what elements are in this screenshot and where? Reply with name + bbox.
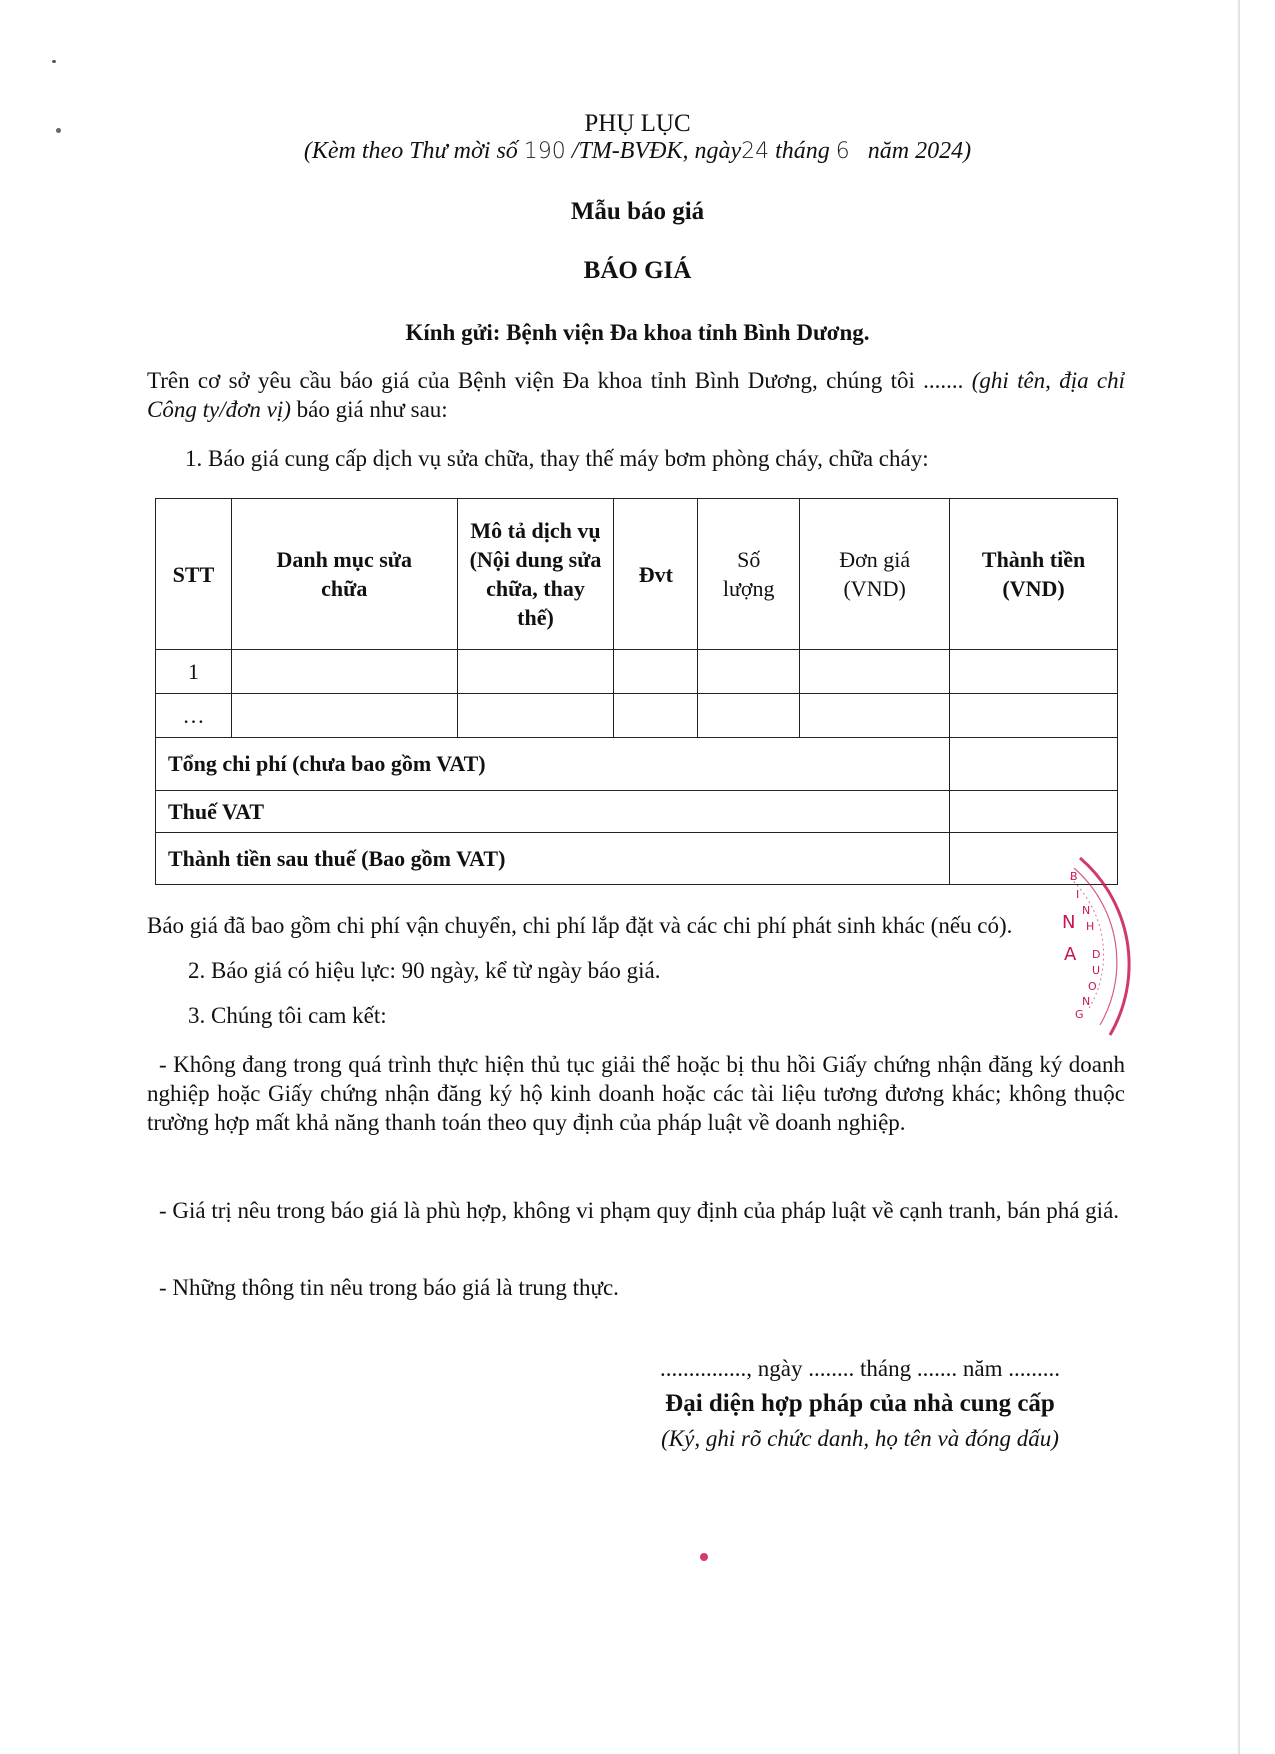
addressee: Kính gửi: Bệnh viện Đa khoa tỉnh Bình Dương. xyxy=(405,320,870,345)
column-header-stt: STT xyxy=(156,499,232,650)
svg-text:N: N xyxy=(1082,904,1091,917)
section-1-label: 1. Báo giá cung cấp dịch vụ sửa chữa, thay thế máy bơm phòng cháy, chữa cháy: xyxy=(185,446,929,471)
column-header-unit-price: Đơn giá (VND) xyxy=(800,499,950,650)
commitment-heading: 3. Chúng tôi cam kết: xyxy=(188,1003,387,1028)
summary-label-total: Thành tiền sau thuế (Bao gồm VAT) xyxy=(156,833,950,885)
svg-text:D: D xyxy=(1092,948,1101,961)
form-title: Mẫu báo giá xyxy=(570,198,705,225)
svg-text:U: U xyxy=(1092,964,1101,977)
svg-text:O: O xyxy=(1088,980,1097,993)
stamp-inner-letter: N xyxy=(1062,912,1076,933)
svg-text:N: N xyxy=(1082,995,1091,1008)
row-cell-quantity[interactable] xyxy=(698,650,800,694)
stamp-ring-text: B xyxy=(1070,870,1078,883)
commitment-item: - Những thông tin nêu trong báo giá là trung thực. xyxy=(159,1275,619,1300)
intro-italic: (ghi tên, địa chỉ Công ty/đơn vị) xyxy=(147,368,1125,422)
intro-tail: báo giá như sau: xyxy=(290,397,448,422)
row-stt: 1 xyxy=(156,650,232,694)
column-header-unit: Đvt xyxy=(614,499,698,650)
column-header-quantity: Số lượng xyxy=(698,499,800,650)
summary-row-vat xyxy=(156,791,1118,833)
annex-sub-month-label: tháng xyxy=(769,138,836,164)
validity-note: 2. Báo giá có hiệu lực: 90 ngày, kể từ ngày báo giá. xyxy=(188,958,661,983)
summary-row-subtotal xyxy=(156,738,1118,791)
intro-text: Trên cơ sở yêu cầu báo giá của Bệnh viện Đa khoa tỉnh Bình Dương, chúng tôi ....... xyxy=(147,368,972,393)
scan-speck xyxy=(52,60,56,63)
signature-title: Đại diện hợp pháp của nhà cung cấp xyxy=(665,1390,1055,1417)
company-stamp-icon xyxy=(1062,850,1180,1040)
row-cell-quantity[interactable] xyxy=(698,694,800,738)
table-row xyxy=(156,650,1118,694)
svg-text:G: G xyxy=(1075,1008,1084,1021)
summary-value-vat[interactable] xyxy=(950,791,1118,833)
row-cell-category[interactable] xyxy=(231,650,457,694)
annex-sub-suffix: năm 2024) xyxy=(849,138,972,164)
row-cell-description[interactable] xyxy=(457,694,614,738)
handwritten-month: 6 xyxy=(835,139,850,164)
intro-paragraph xyxy=(147,366,1125,424)
annex-sub-mid: /TM-BVĐK, ngày xyxy=(565,138,742,164)
svg-text:H: H xyxy=(1086,920,1095,933)
row-cell-unit[interactable] xyxy=(614,650,698,694)
table-row xyxy=(156,694,1118,738)
row-cell-category[interactable] xyxy=(231,694,457,738)
svg-text:I: I xyxy=(1076,888,1080,901)
commitment-item: - Giá trị nêu trong báo giá là phù hợp, không vi phạm quy định của pháp luật về cạnh tranh, bán phá giá. xyxy=(159,1198,1120,1223)
annex-subtitle xyxy=(0,138,1275,165)
row-cell-description[interactable] xyxy=(457,650,614,694)
stamp-inner-letter: A xyxy=(1064,944,1077,965)
table-header-row xyxy=(156,499,1118,650)
signature-date-line: ..............., ngày ........ tháng ....... năm ......... xyxy=(660,1356,1060,1381)
row-stt: … xyxy=(156,694,232,738)
column-header-description: Mô tả dịch vụ (Nội dung sửa chữa, thay thế) xyxy=(457,499,614,650)
quote-table xyxy=(155,498,1118,885)
annex-title: PHỤ LỤC xyxy=(584,110,691,137)
column-header-amount: Thành tiền (VND) xyxy=(950,499,1118,650)
annex-sub-prefix: (Kèm theo Thư mời số xyxy=(303,138,524,164)
included-costs-note: Báo giá đã bao gồm chi phí vận chuyển, chi phí lắp đặt và các chi phí phát sinh khác (nếu có). xyxy=(147,913,1013,938)
summary-label-vat: Thuế VAT xyxy=(156,791,950,833)
document-title: BÁO GIÁ xyxy=(583,257,692,284)
summary-label-subtotal: Tổng chi phí (chưa bao gồm VAT) xyxy=(156,738,950,791)
scan-speck xyxy=(700,1553,708,1561)
row-cell-unit-price[interactable] xyxy=(800,650,950,694)
handwritten-letter-number: 190 xyxy=(523,139,566,164)
commitment-item: - Không đang trong quá trình thực hiện thủ tục giải thể hoặc bị thu hồi Giấy chứng nhận đăng ký doanh nghiệp hoặc Giấy chứng nhận đăng ký hộ kinh doanh hoặc các tài liệu tương đương khác; không thuộc trường hợp mất khả năng thanh toán theo quy định của pháp luật về doanh nghiệp. xyxy=(147,1052,1125,1135)
summary-row-total xyxy=(156,833,1118,885)
row-cell-amount[interactable] xyxy=(950,694,1118,738)
signature-note: (Ký, ghi rõ chức danh, họ tên và đóng dấu) xyxy=(661,1426,1059,1451)
row-cell-amount[interactable] xyxy=(950,650,1118,694)
handwritten-day: 24 xyxy=(741,139,770,164)
row-cell-unit[interactable] xyxy=(614,694,698,738)
summary-value-subtotal[interactable] xyxy=(950,738,1118,791)
row-cell-unit-price[interactable] xyxy=(800,694,950,738)
column-header-category: Danh mục sửa chữa xyxy=(231,499,457,650)
